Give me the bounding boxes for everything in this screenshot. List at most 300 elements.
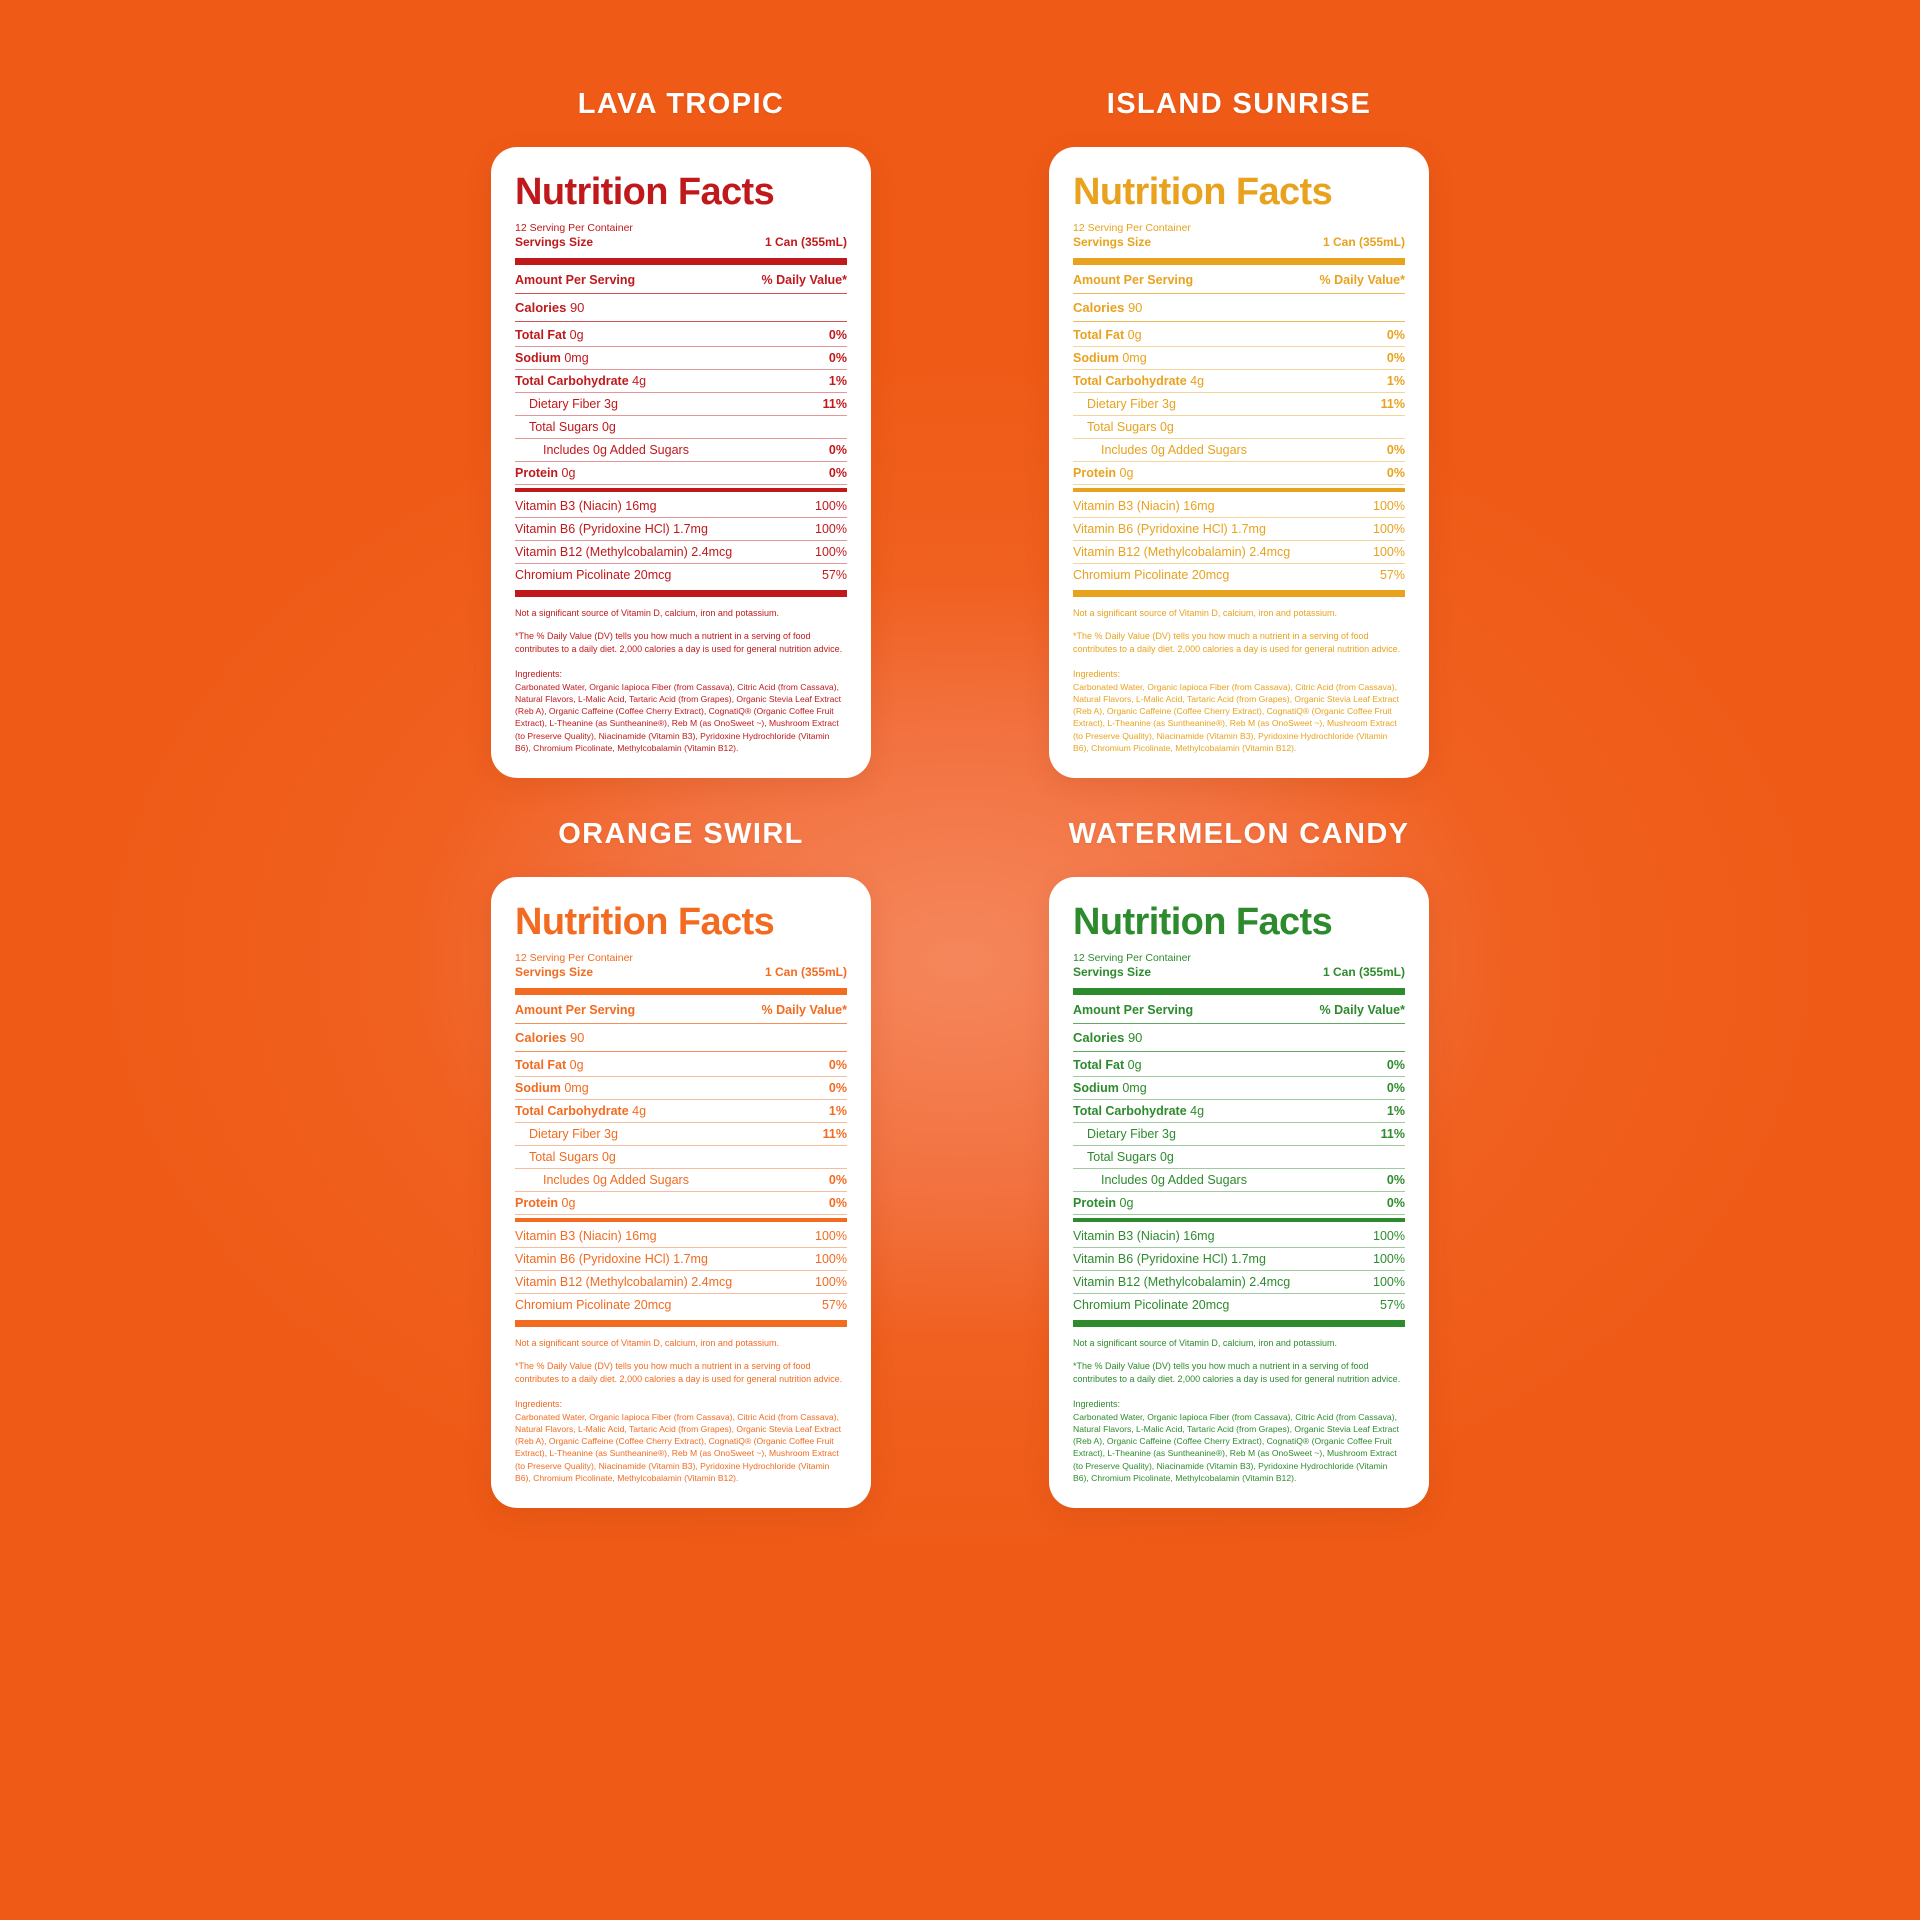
amount-per-serving-label: Amount Per Serving (1073, 273, 1194, 288)
calories-row (515, 1026, 847, 1049)
panel-grid (0, 60, 1920, 1508)
divider-hairline (515, 1191, 847, 1192)
vitamin-amount: 20mcg (1191, 568, 1230, 583)
nutrient-row (515, 347, 847, 369)
divider-hairline (1073, 1293, 1405, 1294)
nutrient-daily-value: 0% (828, 1196, 847, 1211)
divider-thick (515, 1320, 847, 1327)
divider-thick (1073, 988, 1405, 995)
nutrient-row (515, 416, 847, 438)
nutrient-daily-value: 0% (828, 1173, 847, 1188)
nutrient-label: Protein (515, 1196, 559, 1211)
daily-value-footnote: *The % Daily Value (DV) tells you how much a nutrient in a serving of food contributes to a daily diet. 2,000 calories a day is used for general nutrition advice. (515, 631, 843, 655)
calories-value: 90 (569, 1030, 585, 1046)
calories-text (515, 300, 584, 315)
divider-hairline (515, 1168, 847, 1169)
divider-thin (515, 293, 847, 294)
vitamin-label: Vitamin B3 (Niacin) (1073, 1229, 1180, 1244)
serving-size-label: Servings Size (515, 965, 594, 980)
nutrient-row (1073, 1100, 1405, 1122)
nutrient-label-wrap (515, 328, 584, 342)
nutrient-label-wrap (1073, 1104, 1204, 1118)
vitamin-amount: 1.7mg (1231, 522, 1266, 537)
divider-hairline (515, 540, 847, 541)
nutrient-label: Includes 0g Added Sugars (1101, 443, 1247, 458)
nutrient-label: Dietary Fiber (529, 1127, 601, 1142)
daily-value-header: % Daily Value* (1319, 273, 1405, 288)
divider-medium (1073, 488, 1405, 492)
nutrient-label: Total Fat (1073, 1058, 1125, 1073)
divider-medium (515, 488, 847, 492)
nutrient-row (1073, 1077, 1405, 1099)
vitamin-daily-value: 100% (1373, 1229, 1405, 1244)
divider-hairline (1073, 346, 1405, 347)
divider-thin (515, 1051, 847, 1052)
divider-thin (1073, 293, 1405, 294)
nutrient-label: Protein (1073, 466, 1117, 481)
vitamin-row (1073, 564, 1405, 586)
nutrition-panel (989, 88, 1489, 778)
divider-hairline (1073, 484, 1405, 485)
nutrient-label-wrap (515, 1104, 646, 1118)
vitamin-label: Vitamin B12 (Methylcobalamin) (1073, 545, 1246, 560)
nutrient-daily-value: 0% (1386, 1196, 1405, 1211)
vitamin-label: Chromium Picolinate (1073, 1298, 1189, 1313)
vitamin-daily-value: 100% (815, 545, 847, 560)
vitamin-daily-value: 100% (815, 1275, 847, 1290)
nutrient-row (1073, 1123, 1405, 1145)
nutrient-daily-value: 11% (822, 397, 847, 412)
divider-hairline (1073, 1076, 1405, 1077)
nutrient-row (515, 1192, 847, 1214)
nutrient-label: Dietary Fiber (1087, 1127, 1159, 1142)
nutrient-amount: 0g (1159, 1150, 1174, 1165)
nutrient-daily-value: 1% (1386, 1104, 1405, 1119)
nutrient-daily-value: 0% (1386, 1173, 1405, 1188)
not-significant-note: Not a significant source of Vitamin D, calcium, iron and potassium. (515, 608, 779, 619)
nutrient-daily-value: 0% (828, 328, 847, 343)
divider-hairline (515, 1214, 847, 1215)
serving-size-row (515, 235, 847, 254)
nutrient-label: Sodium (515, 1081, 561, 1096)
nutrient-row (515, 1123, 847, 1145)
daily-value-footnote: *The % Daily Value (DV) tells you how much a nutrient in a serving of food contributes to a daily diet. 2,000 calories a day is used for general nutrition advice. (1073, 631, 1401, 655)
nutrient-label: Total Carbohydrate (515, 374, 629, 389)
nutrient-daily-value: 0% (1386, 466, 1405, 481)
nutrition-facts-heading: Nutrition Facts (1073, 901, 1333, 944)
nutrient-row (515, 1077, 847, 1099)
ingredients-section (1073, 1390, 1405, 1484)
calories-label: Calories (515, 300, 567, 316)
divider-thick (515, 988, 847, 995)
vitamin-label: Vitamin B6 (Pyridoxine HCl) (515, 522, 670, 537)
serving-size-label: Servings Size (515, 235, 594, 250)
vitamin-label-wrap (515, 545, 732, 559)
divider-hairline (1073, 1214, 1405, 1215)
nutrition-facts-heading: Nutrition Facts (515, 171, 775, 213)
nutrient-label-wrap (529, 1127, 618, 1141)
not-significant-note: Not a significant source of Vitamin D, calcium, iron and potassium. (1073, 608, 1337, 619)
calories-row (515, 296, 847, 319)
nutrient-label: Total Sugars (529, 1150, 599, 1165)
nutrition-facts-heading: Nutrition Facts (515, 901, 775, 944)
nutrition-facts-heading: Nutrition Facts (1073, 171, 1333, 213)
amount-per-serving-row (515, 269, 847, 291)
serving-size-value: 1 Can (355mL) (764, 235, 847, 250)
vitamin-row (515, 495, 847, 517)
nutrient-daily-value: 1% (828, 1104, 847, 1119)
nutrient-label: Total Sugars (1087, 1150, 1157, 1165)
nutrition-facts-card (491, 877, 871, 1508)
divider-hairline (515, 438, 847, 439)
nutrient-row (515, 439, 847, 461)
servings-per-container: 12 Serving Per Container (1073, 221, 1191, 234)
divider-hairline (1073, 1122, 1405, 1123)
ingredients-label: Ingredients: (1073, 1399, 1121, 1410)
divider-hairline (1073, 415, 1405, 416)
vitamin-label-wrap (515, 1275, 732, 1289)
nutrient-daily-value: 0% (1386, 1058, 1405, 1073)
ingredients-label: Ingredients: (1073, 669, 1121, 680)
nutrient-amount: 4g (632, 374, 647, 389)
vitamin-label-wrap (515, 1298, 671, 1312)
nutrient-label-wrap (1073, 328, 1142, 342)
nutrient-label-wrap (1073, 1081, 1147, 1095)
nutrient-row (515, 1146, 847, 1168)
calories-row (1073, 1026, 1405, 1049)
divider-hairline (515, 392, 847, 393)
nutrient-label-wrap (529, 420, 616, 434)
nutrient-row (1073, 347, 1405, 369)
serving-size-row (515, 965, 847, 984)
nutrient-amount: 0g (569, 1058, 584, 1073)
nutrient-amount: 0g (1159, 420, 1174, 435)
amount-per-serving-row (1073, 269, 1405, 291)
amount-per-serving-label: Amount Per Serving (515, 1003, 636, 1018)
calories-value: 90 (569, 300, 585, 316)
divider-hairline (515, 1099, 847, 1100)
vitamin-label: Vitamin B3 (Niacin) (515, 1229, 622, 1244)
nutrient-row (1073, 1054, 1405, 1076)
vitamin-row (515, 541, 847, 563)
nutrient-label: Total Carbohydrate (1073, 374, 1187, 389)
vitamin-daily-value: 100% (815, 522, 847, 537)
calories-text (1073, 300, 1142, 315)
calories-value: 90 (1127, 1030, 1143, 1046)
nutrient-label-wrap (1087, 1150, 1174, 1164)
amount-per-serving-row (1073, 999, 1405, 1021)
divider-hairline (515, 461, 847, 462)
vitamin-label: Vitamin B12 (Methylcobalamin) (515, 545, 688, 560)
nutrient-daily-value: 0% (1386, 328, 1405, 343)
nutrient-row (1073, 1192, 1405, 1214)
divider-hairline (1073, 517, 1405, 518)
vitamin-label-wrap (1073, 499, 1215, 513)
calories-value: 90 (1127, 300, 1143, 316)
nutrient-amount: 3g (1162, 397, 1176, 412)
nutrient-amount: 0g (601, 420, 616, 435)
daily-value-footnote: *The % Daily Value (DV) tells you how much a nutrient in a serving of food contributes to a daily diet. 2,000 calories a day is used for general nutrition advice. (515, 1361, 843, 1385)
nutrient-label-wrap (515, 1081, 589, 1095)
nutrient-row (1073, 1169, 1405, 1191)
servings-per-container: 12 Serving Per Container (515, 221, 633, 234)
nutrient-row (1073, 1146, 1405, 1168)
flavor-title: LAVA TROPIC (577, 88, 785, 120)
divider-hairline (515, 346, 847, 347)
calories-label: Calories (1073, 1030, 1125, 1046)
nutrient-label-wrap (1073, 1058, 1142, 1072)
not-significant-note: Not a significant source of Vitamin D, calcium, iron and potassium. (515, 1338, 779, 1349)
nutrient-label-wrap (515, 351, 589, 365)
nutrient-label-wrap (1073, 374, 1204, 388)
nutrition-panel (989, 818, 1489, 1508)
divider-thick (515, 258, 847, 265)
vitamin-daily-value: 100% (1373, 522, 1405, 537)
flavor-title: ISLAND SUNRISE (1106, 88, 1372, 120)
vitamin-label: Vitamin B6 (Pyridoxine HCl) (515, 1252, 670, 1267)
vitamin-row (515, 518, 847, 540)
ingredients-section (1073, 660, 1405, 754)
divider-hairline (515, 1145, 847, 1146)
divider-hairline (1073, 369, 1405, 370)
divider-thin (1073, 1051, 1405, 1052)
ingredients-text: Carbonated Water, Organic Iapioca Fiber (from Cassava), Citric Acid (from Cassava), Natural Flavors, L-Malic Acid, Tartaric Acid (from Grapes), Organic Stevia Leaf Extract (Reb A), Organic Caffeine (Coffee Cherry Extract), CognatiQ® (Organic Coffee Fruit Extract), L-Theanine (as Suntheanine®), Reb M (as OnoSweet ~), Mushroom Extract (to Preserve Quality), Niacinamide (Vitamin B3), Pyridoxine Hydrochloride (Vitamin B6), Chromium Picolinate, Methylcobalamin (Vitamin B12). (1073, 681, 1400, 753)
nutrient-daily-value: 0% (828, 466, 847, 481)
vitamin-amount: 20mcg (1191, 1298, 1230, 1313)
nutrient-row (515, 462, 847, 484)
vitamin-row (1073, 1271, 1405, 1293)
nutrient-amount: 0g (1127, 1058, 1142, 1073)
vitamin-label-wrap (515, 568, 671, 582)
vitamin-label: Chromium Picolinate (515, 568, 631, 583)
nutrient-amount: 3g (604, 1127, 618, 1142)
divider-hairline (515, 563, 847, 564)
calories-label: Calories (515, 1030, 567, 1046)
serving-size-value: 1 Can (355mL) (764, 965, 847, 980)
vitamin-label-wrap (1073, 1252, 1266, 1266)
servings-per-container: 12 Serving Per Container (515, 951, 633, 964)
amount-per-serving-row (515, 999, 847, 1021)
divider-hairline (515, 1122, 847, 1123)
nutrient-label: Dietary Fiber (1087, 397, 1159, 412)
divider-thick (1073, 258, 1405, 265)
calories-label: Calories (1073, 300, 1125, 316)
divider-hairline (515, 415, 847, 416)
divider-hairline (1073, 1099, 1405, 1100)
nutrient-amount: 0g (1119, 1196, 1134, 1211)
vitamin-label: Vitamin B6 (Pyridoxine HCl) (1073, 1252, 1228, 1267)
divider-thick (1073, 590, 1405, 597)
nutrient-label: Total Sugars (1087, 420, 1157, 435)
vitamin-daily-value: 100% (1373, 1275, 1405, 1290)
nutrient-daily-value: 1% (828, 374, 847, 389)
vitamin-amount: 2.4mcg (1249, 1275, 1291, 1290)
vitamin-label: Chromium Picolinate (515, 1298, 631, 1313)
vitamin-daily-value: 100% (815, 1252, 847, 1267)
nutrient-amount: 0mg (1122, 1081, 1147, 1096)
divider-hairline (1073, 392, 1405, 393)
divider-medium (515, 1218, 847, 1222)
vitamin-label: Vitamin B3 (Niacin) (515, 499, 622, 514)
nutrient-row (1073, 393, 1405, 415)
nutrient-row (515, 324, 847, 346)
nutrient-row (1073, 324, 1405, 346)
nutrient-amount: 4g (1190, 1104, 1205, 1119)
nutrient-row (1073, 462, 1405, 484)
nutrient-label-wrap (515, 1196, 575, 1210)
divider-hairline (515, 369, 847, 370)
nutrient-daily-value: 0% (828, 351, 847, 366)
nutrient-amount: 3g (1162, 1127, 1176, 1142)
nutrient-amount: 0mg (1122, 351, 1147, 366)
amount-per-serving-label: Amount Per Serving (515, 273, 636, 288)
serving-size-value: 1 Can (355mL) (1322, 965, 1405, 980)
nutrient-label: Total Sugars (529, 420, 599, 435)
nutrient-label-wrap (1087, 1127, 1176, 1141)
servings-per-container: 12 Serving Per Container (1073, 951, 1191, 964)
nutrient-label-wrap (529, 397, 618, 411)
nutrition-facts-card (491, 147, 871, 778)
divider-hairline (515, 1247, 847, 1248)
nutrient-daily-value: 11% (1380, 397, 1405, 412)
ingredients-text: Carbonated Water, Organic Iapioca Fiber (from Cassava), Citric Acid (from Cassava), Natural Flavors, L-Malic Acid, Tartaric Acid (from Grapes), Organic Stevia Leaf Extract (Reb A), Organic Caffeine (Coffee Cherry Extract), CognatiQ® (Organic Coffee Fruit Extract), L-Theanine (as Suntheanine®), Reb M (as OnoSweet ~), Mushroom Extract (to Preserve Quality), Niacinamide (Vitamin B3), Pyridoxine Hydrochloride (Vitamin B6), Chromium Picolinate, Methylcobalamin (Vitamin B12). (1073, 1411, 1400, 1483)
vitamin-label: Vitamin B12 (Methylcobalamin) (1073, 1275, 1246, 1290)
divider-hairline (515, 1076, 847, 1077)
vitamin-amount: 20mcg (633, 1298, 672, 1313)
nutrient-label-wrap (515, 374, 646, 388)
vitamin-amount: 1.7mg (673, 522, 708, 537)
vitamin-label-wrap (1073, 568, 1229, 582)
vitamin-row (1073, 518, 1405, 540)
vitamin-amount: 16mg (625, 1229, 657, 1244)
ingredients-text: Carbonated Water, Organic Iapioca Fiber (from Cassava), Citric Acid (from Cassava), Natural Flavors, L-Malic Acid, Tartaric Acid (from Grapes), Organic Stevia Leaf Extract (Reb A), Organic Caffeine (Coffee Cherry Extract), CognatiQ® (Organic Coffee Fruit Extract), L-Theanine (as Suntheanine®), Reb M (as OnoSweet ~), Mushroom Extract (to Preserve Quality), Niacinamide (Vitamin B3), Pyridoxine Hydrochloride (Vitamin B6), Chromium Picolinate, Methylcobalamin (Vitamin B12). (515, 681, 842, 753)
vitamin-label: Vitamin B6 (Pyridoxine HCl) (1073, 522, 1228, 537)
vitamin-daily-value: 57% (1379, 568, 1405, 583)
vitamin-label-wrap (1073, 1298, 1229, 1312)
nutrient-daily-value: 11% (822, 1127, 847, 1142)
nutrient-label: Total Fat (1073, 328, 1125, 343)
flavor-title: ORANGE SWIRL (558, 818, 804, 851)
divider-thick (1073, 1320, 1405, 1327)
vitamin-amount: 2.4mcg (1249, 545, 1291, 560)
nutrient-label: Sodium (515, 351, 561, 366)
vitamin-daily-value: 100% (815, 499, 847, 514)
vitamin-label-wrap (1073, 1229, 1215, 1243)
vitamin-row (515, 564, 847, 586)
divider-hairline (515, 517, 847, 518)
vitamin-amount: 1.7mg (1231, 1252, 1266, 1267)
nutrient-label-wrap (515, 466, 575, 480)
nutrient-amount: 0mg (564, 351, 589, 366)
vitamin-label-wrap (515, 1229, 657, 1243)
nutrient-label-wrap (1101, 1173, 1247, 1187)
vitamin-daily-value: 100% (1373, 545, 1405, 560)
divider-thick (515, 590, 847, 597)
vitamin-row (1073, 541, 1405, 563)
nutrient-label-wrap (543, 443, 689, 457)
nutrient-label: Total Carbohydrate (515, 1104, 629, 1119)
ingredients-section (515, 1390, 847, 1484)
nutrient-daily-value: 0% (828, 443, 847, 458)
vitamin-amount: 16mg (1183, 1229, 1215, 1244)
divider-thin (1073, 321, 1405, 322)
nutrition-panel (431, 818, 931, 1508)
vitamin-row (1073, 1248, 1405, 1270)
nutrient-label: Sodium (1073, 1081, 1119, 1096)
nutrient-daily-value: 0% (828, 1058, 847, 1073)
divider-hairline (1073, 1145, 1405, 1146)
vitamin-label-wrap (1073, 1275, 1290, 1289)
vitamin-daily-value: 57% (821, 568, 847, 583)
not-significant-note: Not a significant source of Vitamin D, calcium, iron and potassium. (1073, 1338, 1337, 1349)
divider-hairline (1073, 540, 1405, 541)
daily-value-header: % Daily Value* (1319, 1003, 1405, 1018)
nutrient-daily-value: 0% (1386, 1081, 1405, 1096)
vitamin-daily-value: 100% (1373, 499, 1405, 514)
ingredients-section (515, 660, 847, 754)
serving-size-label: Servings Size (1073, 965, 1152, 980)
daily-value-header: % Daily Value* (761, 273, 847, 288)
vitamin-daily-value: 57% (1379, 1298, 1405, 1313)
vitamin-label-wrap (515, 522, 708, 536)
nutrient-amount: 0g (1127, 328, 1142, 343)
nutrient-label-wrap (1101, 443, 1247, 457)
vitamin-label: Vitamin B3 (Niacin) (1073, 499, 1180, 514)
serving-size-row (1073, 235, 1405, 254)
nutrient-daily-value: 0% (1386, 443, 1405, 458)
divider-hairline (1073, 461, 1405, 462)
ingredients-label: Ingredients: (515, 669, 563, 680)
nutrient-row (515, 1100, 847, 1122)
vitamin-amount: 1.7mg (673, 1252, 708, 1267)
nutrient-row (515, 1169, 847, 1191)
vitamin-row (1073, 1294, 1405, 1316)
vitamin-row (515, 1271, 847, 1293)
nutrient-row (515, 393, 847, 415)
nutrition-panel (431, 88, 931, 778)
nutrient-row (515, 1054, 847, 1076)
divider-hairline (1073, 1247, 1405, 1248)
nutrient-label: Dietary Fiber (529, 397, 601, 412)
nutrient-label: Sodium (1073, 351, 1119, 366)
nutrient-daily-value: 1% (1386, 374, 1405, 389)
nutrient-label: Total Fat (515, 328, 567, 343)
vitamin-amount: 16mg (1183, 499, 1215, 514)
nutrient-daily-value: 0% (1386, 351, 1405, 366)
nutrient-amount: 0g (561, 466, 576, 481)
vitamin-amount: 2.4mcg (691, 1275, 733, 1290)
nutrient-label-wrap (543, 1173, 689, 1187)
serving-size-label: Servings Size (1073, 235, 1152, 250)
calories-row (1073, 296, 1405, 319)
nutrient-daily-value: 11% (1380, 1127, 1405, 1142)
amount-per-serving-label: Amount Per Serving (1073, 1003, 1194, 1018)
nutrition-facts-card (1049, 877, 1429, 1508)
nutrient-label: Protein (515, 466, 559, 481)
nutrient-amount: 0g (561, 1196, 576, 1211)
divider-thin (515, 1023, 847, 1024)
nutrient-amount: 0g (601, 1150, 616, 1165)
divider-hairline (515, 1293, 847, 1294)
calories-text (515, 1030, 584, 1045)
divider-hairline (515, 484, 847, 485)
daily-value-footnote: *The % Daily Value (DV) tells you how much a nutrient in a serving of food contributes to a daily diet. 2,000 calories a day is used for general nutrition advice. (1073, 1361, 1401, 1385)
nutrient-amount: 4g (1190, 374, 1205, 389)
nutrient-daily-value: 0% (828, 1081, 847, 1096)
vitamin-amount: 2.4mcg (691, 545, 733, 560)
divider-thin (1073, 1023, 1405, 1024)
nutrient-label-wrap (515, 1058, 584, 1072)
